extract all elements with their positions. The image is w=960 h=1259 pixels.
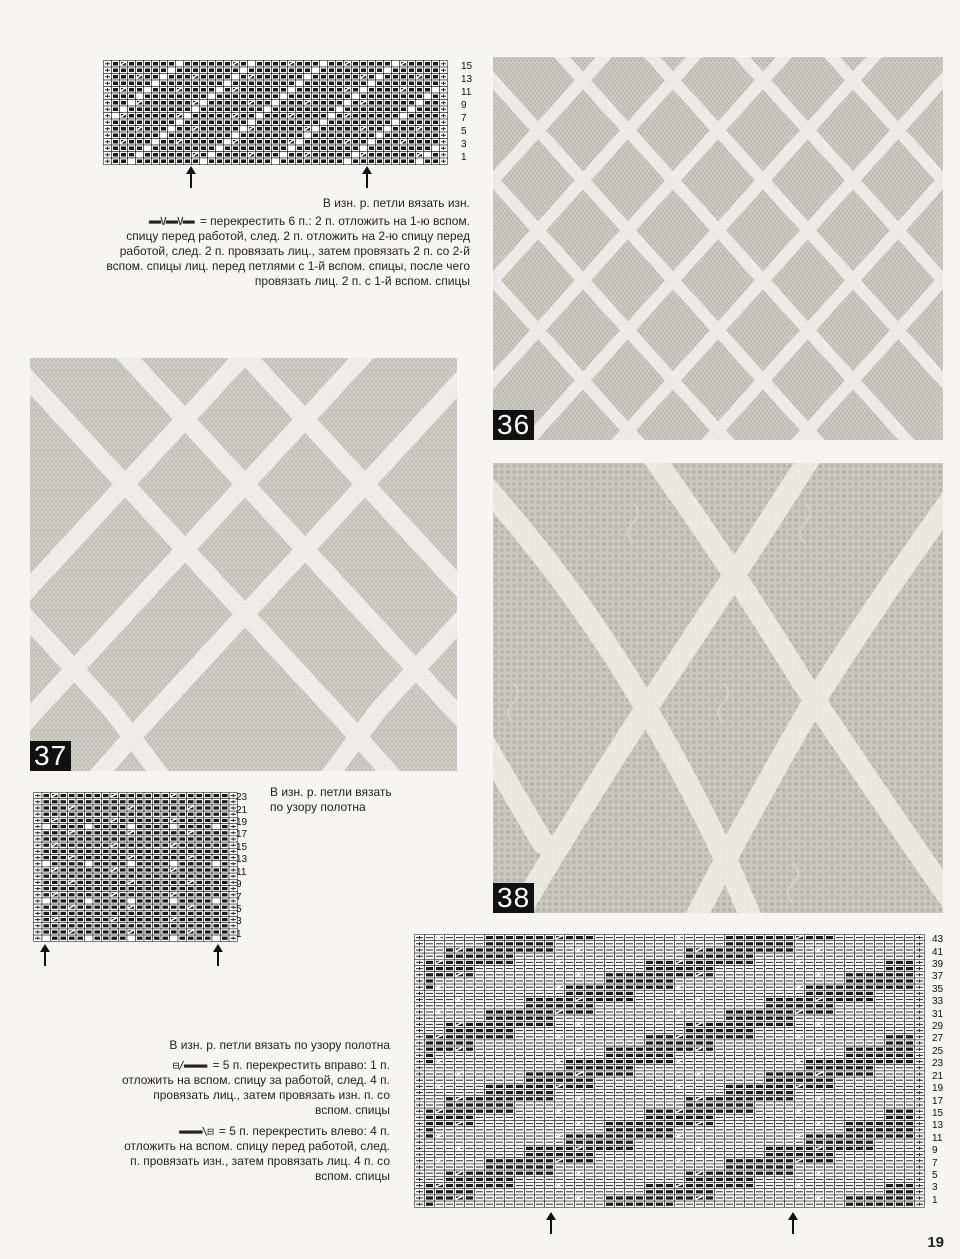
row-number: 9 [236,879,242,891]
chart-36-repeat-arrow-left [186,166,196,188]
row-number: 27 [932,1033,944,1045]
row-number: 3 [236,916,242,928]
row-number: 41 [932,946,944,958]
row-number: 7 [461,112,467,124]
row-number: 3 [932,1182,938,1194]
row-number: 29 [932,1021,944,1033]
row-number: 3 [461,138,467,150]
row-number: 43 [932,934,944,946]
row-number: 17 [236,829,248,841]
row-number: 15 [461,60,473,72]
chart-38-repeat-arrow-left [546,1212,556,1234]
pattern-38-legend-right-line-3: вспом. спицы [314,1103,390,1117]
knit-chart-icon [414,934,925,1208]
row-number: 1 [236,928,242,940]
row-number: 11 [932,1132,943,1144]
pattern-36-legend-line-1: спицу перед работой, след. 2 п. отложить на 2-ю спицу перед [126,229,470,243]
row-number: 1 [932,1194,938,1206]
chart-38-row-numbers [932,934,956,1206]
chart-38-grid [414,934,925,1208]
pattern-36-legend [80,214,470,289]
row-number: 1 [461,151,467,163]
row-number: 19 [236,817,248,829]
chart-37-grid [33,792,238,942]
photo-38 [493,463,943,913]
pattern-38-legend-left-line-3: вспом. спицы [314,1169,390,1183]
row-number: 5 [236,903,242,915]
row-number: 5 [932,1169,938,1181]
cross-left-5-symbol-icon: ▬▬▬▬\⊟ [179,1125,213,1138]
chart-37-row-numbers [236,792,256,940]
pattern-38-legend-left-eq: = 5 п. перекрестить влево: 4 п. [218,1124,390,1138]
pattern-36-legend-line-2: работой, след. 2 п. провязать лиц., затем провязать 2 п. со 2-й [119,244,470,258]
chart-37-repeat-arrow-left [40,944,50,966]
pattern-38-legend-left [100,1124,390,1184]
page-number: 19 [927,1234,944,1251]
pattern-38-legend-right-line-2: провязать лиц., затем провязать изн. п. со [153,1088,390,1102]
pattern-38-legend-right-line-1: отложить на вспом. спицу за работой, след. 4 п. [122,1073,390,1087]
pattern-36-legend-eq: = перекрестить 6 п.: 2 п. отложить на 1-ю вспом. [199,214,470,228]
row-number: 21 [236,804,248,816]
chart-37-note-line-2: по узору полотна [270,800,366,814]
row-number: 17 [932,1095,944,1107]
chart-37-repeat-arrow-right [213,944,223,966]
row-number: 13 [932,1120,944,1132]
photo-36 [493,57,943,440]
pattern-36-legend-first-line [80,214,470,229]
chart-38-repeat-arrow-right [788,1212,798,1234]
pattern-36-legend-line-3: вспом. спицы лиц. перед петлями с 1-й вспом. спицы, после чего [106,259,470,273]
knit-texture-36-icon [493,57,943,440]
row-number: 9 [932,1145,938,1157]
photo-37 [30,358,457,771]
cross-right-5-symbol-icon: ⊟/▬▬▬▬ [172,1059,207,1072]
chart-37-note [270,785,470,815]
chart-36-row-numbers [461,60,481,164]
row-number: 39 [932,959,944,971]
photo-37-number: 37 [30,741,71,771]
row-number: 19 [932,1083,944,1095]
pattern-38-legend-right-first-line [100,1058,390,1073]
row-number: 25 [932,1045,944,1057]
row-number: 7 [236,891,242,903]
pattern-38-legend-left-first-line [100,1124,390,1139]
chart-37-note-line-1: В изн. р. петли вязать [270,785,392,799]
row-number: 33 [932,996,944,1008]
row-number: 23 [236,792,248,804]
row-number: 15 [236,841,248,853]
row-number: 21 [932,1070,944,1082]
pattern-38-legend-right [100,1058,390,1118]
row-number: 35 [932,983,944,995]
cross-6-symbol-icon: ▬▬V▬▬V▬▬ [148,215,194,228]
knit-texture-37-icon [30,358,457,771]
row-number: 37 [932,971,944,983]
row-number: 11 [236,866,247,878]
chart-36-grid [103,60,448,165]
row-number: 23 [932,1058,944,1070]
row-number: 13 [461,73,473,85]
chart-36-note: В изн. р. петли вязать изн. [322,196,470,210]
row-number: 9 [461,99,467,111]
photo-36-number: 36 [493,410,534,440]
row-number: 31 [932,1008,944,1020]
photo-38-number: 38 [493,883,534,913]
row-number: 5 [461,125,467,137]
row-number: 7 [932,1157,938,1169]
pattern-38-legend-left-line-2: п. провязать изн., затем провязать лиц. 4 п. со [130,1154,390,1168]
row-number: 15 [932,1107,944,1119]
knit-chart-icon [33,792,238,942]
chart-38-note: В изн. р. петли вязать по узору полотна [169,1038,390,1052]
knit-chart-icon [103,60,448,165]
knit-texture-38-icon [493,463,943,913]
pattern-38-legend-left-line-1: отложить на вспом. спицу перед работой, след. [124,1139,390,1153]
row-number: 13 [236,854,248,866]
pattern-36-legend-line-4: провязать лиц. 2 п. с 1-й вспом. спицы [254,274,470,288]
chart-36-repeat-arrow-right [362,166,372,188]
row-number: 11 [461,86,472,98]
pattern-38-legend-right-eq: = 5 п. перекрестить вправо: 1 п. [212,1058,390,1072]
